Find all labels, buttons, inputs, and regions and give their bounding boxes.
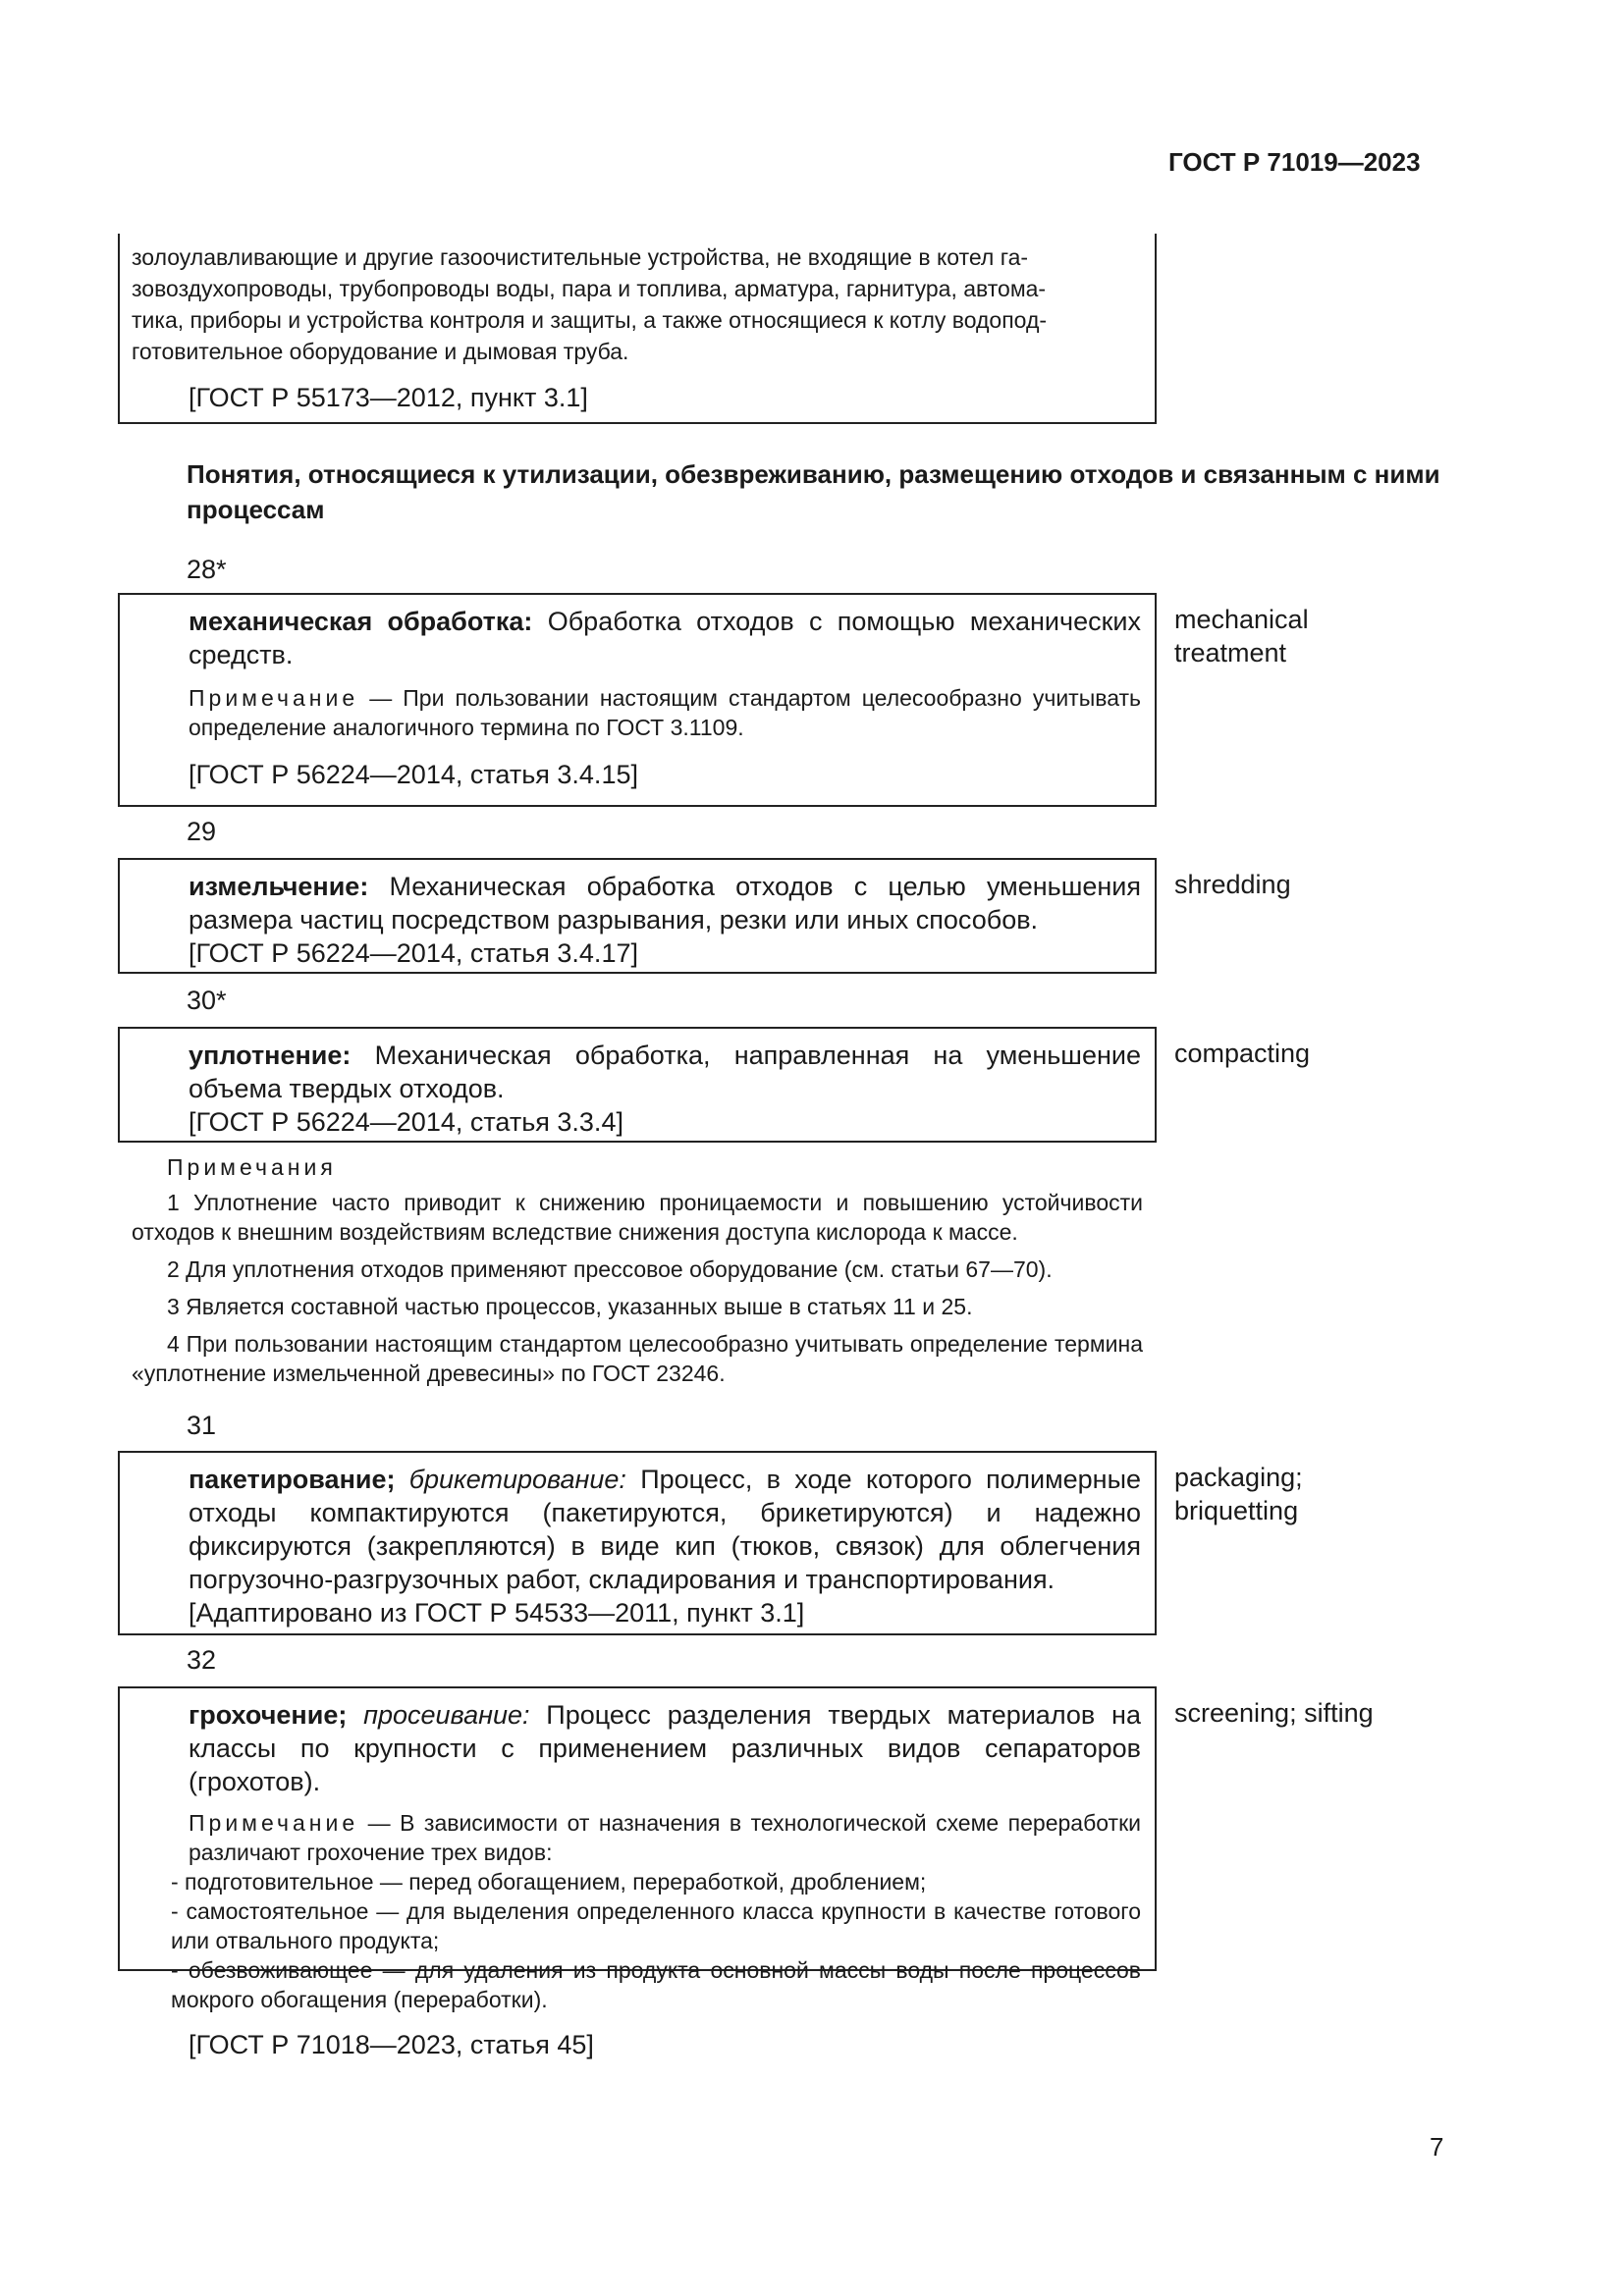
note <box>120 1808 1155 1867</box>
note-item: 4 При пользовании настоящим стандартом целесообразно учитывать определение термина «уплотнение измельченной древесины» по ГОСТ 23246. <box>132 1331 1143 1386</box>
term-entry-28 <box>118 593 1157 807</box>
term: пакетирование; <box>189 1465 396 1494</box>
note-text: — В зависимости от назначения в технологической схеме переработки различают грохочение трех видов: <box>189 1810 1141 1865</box>
continued-line: готовительное оборудование и дымовая труба. <box>132 339 629 364</box>
english-term: packaging; <box>1174 1463 1303 1492</box>
definition-text: Механическая обработка отходов с целью уменьшения размера частиц посредством разрывания, резки или иных способов. <box>189 872 1141 934</box>
note <box>120 683 1155 742</box>
synonym: просеивание: <box>347 1700 530 1730</box>
term: механическая обработка: <box>189 607 533 636</box>
source-reference: [ГОСТ Р 56224—2014, статья 3.4.15] <box>189 760 638 789</box>
definition-text: Процесс разделения твердых материалов на классы по крупности с применением различных видов сепараторов (грохотов). <box>189 1700 1141 1796</box>
continued-line: зовоздухопроводы, трубопроводы воды, пара и топлива, арматура, гарнитура, автома- <box>132 276 1047 301</box>
term-entry-32 <box>118 1686 1157 2059</box>
continued-line: золоулавливающие и другие газоочистительные устройства, не входящие в котел га- <box>132 244 1029 270</box>
source-reference: [ГОСТ Р 55173—2012, пункт 3.1] <box>189 383 588 412</box>
english-equivalent <box>1174 1461 1303 1527</box>
definition <box>120 870 1155 936</box>
document-id: ГОСТ Р 71019—2023 <box>1168 147 1421 177</box>
term-number: 32 <box>187 1645 217 1675</box>
definition-text: Механическая обработка, направленная на уменьшение объема твердых отходов. <box>189 1041 1141 1103</box>
definition-text: Процесс, в ходе которого полимерные отходы компактируются (пакетируются, брикетируются) и надежно фиксируются (закрепляются) в виде кип (тюков, связок) для облегчения погрузочно-разгрузочных работ, складирования и транспортирования. <box>189 1465 1141 1594</box>
source-reference: [ГОСТ Р 56224—2014, статья 3.3.4] <box>189 1107 623 1137</box>
term: уплотнение: <box>189 1041 352 1070</box>
english-equivalent: compacting <box>1174 1039 1311 1068</box>
source-reference: [Адаптировано из ГОСТ Р 54533—2011, пункт 3.1] <box>189 1598 805 1628</box>
term: измельчение: <box>189 872 369 901</box>
term-number: 29 <box>187 817 217 846</box>
term-number: 28* <box>187 555 227 584</box>
source-reference: [ГОСТ Р 71018—2023, статья 45] <box>189 2030 594 2059</box>
term-entry-29 <box>118 858 1157 974</box>
english-equivalent: mechanical treatment <box>1174 605 1309 667</box>
note-list-item: - самостоятельное — для выделения определенного класса крупности в качестве готового или отвального продукта; <box>171 1898 1141 1953</box>
english-term: briquetting <box>1174 1496 1299 1525</box>
term-entry-30 <box>118 1027 1157 1143</box>
section-title: Понятия, относящиеся к утилизации, обезвреживанию, размещению отходов и связанным с ними процессам <box>187 459 1440 524</box>
definition <box>120 1698 1155 1798</box>
note-label: Примечание <box>189 1810 359 1836</box>
definition <box>120 605 1155 671</box>
synonym: брикетирование: <box>395 1465 626 1494</box>
note-label: Примечание <box>189 685 359 711</box>
continued-line: тика, приборы и устройства контроля и защиты, а также относящиеся к котлу водопод- <box>132 307 1048 333</box>
definition <box>120 1039 1155 1105</box>
note-text: — При пользовании настоящим стандартом целесообразно учитывать определение аналогичного термина по ГОСТ 3.1109. <box>189 685 1141 740</box>
term: грохочение; <box>189 1700 348 1730</box>
term-number: 31 <box>187 1411 217 1440</box>
note-list-item: - подготовительное — перед обогащением, переработкой, дроблением; <box>171 1869 927 1895</box>
continued-definition <box>120 241 1155 367</box>
definition <box>120 1463 1155 1596</box>
note-item: 1 Уплотнение часто приводит к снижению проницаемости и повышению устойчивости отходов к внешним воздействиям вследствие снижения доступа кислорода к массе. <box>132 1190 1143 1245</box>
notes-label: Примечания <box>167 1154 337 1180</box>
english-equivalent: screening; sifting <box>1174 1698 1374 1728</box>
note-list-item: - обезвоживающее — для удаления из продукта основной массы воды после процессов мокрого обогащения (переработки). <box>171 1957 1141 2012</box>
note-item: 2 Для уплотнения отходов применяют прессовое оборудование (см. статьи 67—70). <box>167 1256 1053 1282</box>
note-item: 3 Является составной частью процессов, указанных выше в статьях 11 и 25. <box>167 1294 973 1319</box>
term-entry-31 <box>118 1451 1157 1635</box>
definition-text: Обработка отходов с помощью механических средств. <box>189 607 1141 669</box>
term-number: 30* <box>187 986 227 1015</box>
page-number: 7 <box>1430 2132 1444 2162</box>
source-reference: [ГОСТ Р 56224—2014, статья 3.4.17] <box>189 938 638 968</box>
english-equivalent: shredding <box>1174 870 1291 899</box>
entry-box-continued <box>118 234 1157 424</box>
notes-block <box>132 1152 1143 1396</box>
